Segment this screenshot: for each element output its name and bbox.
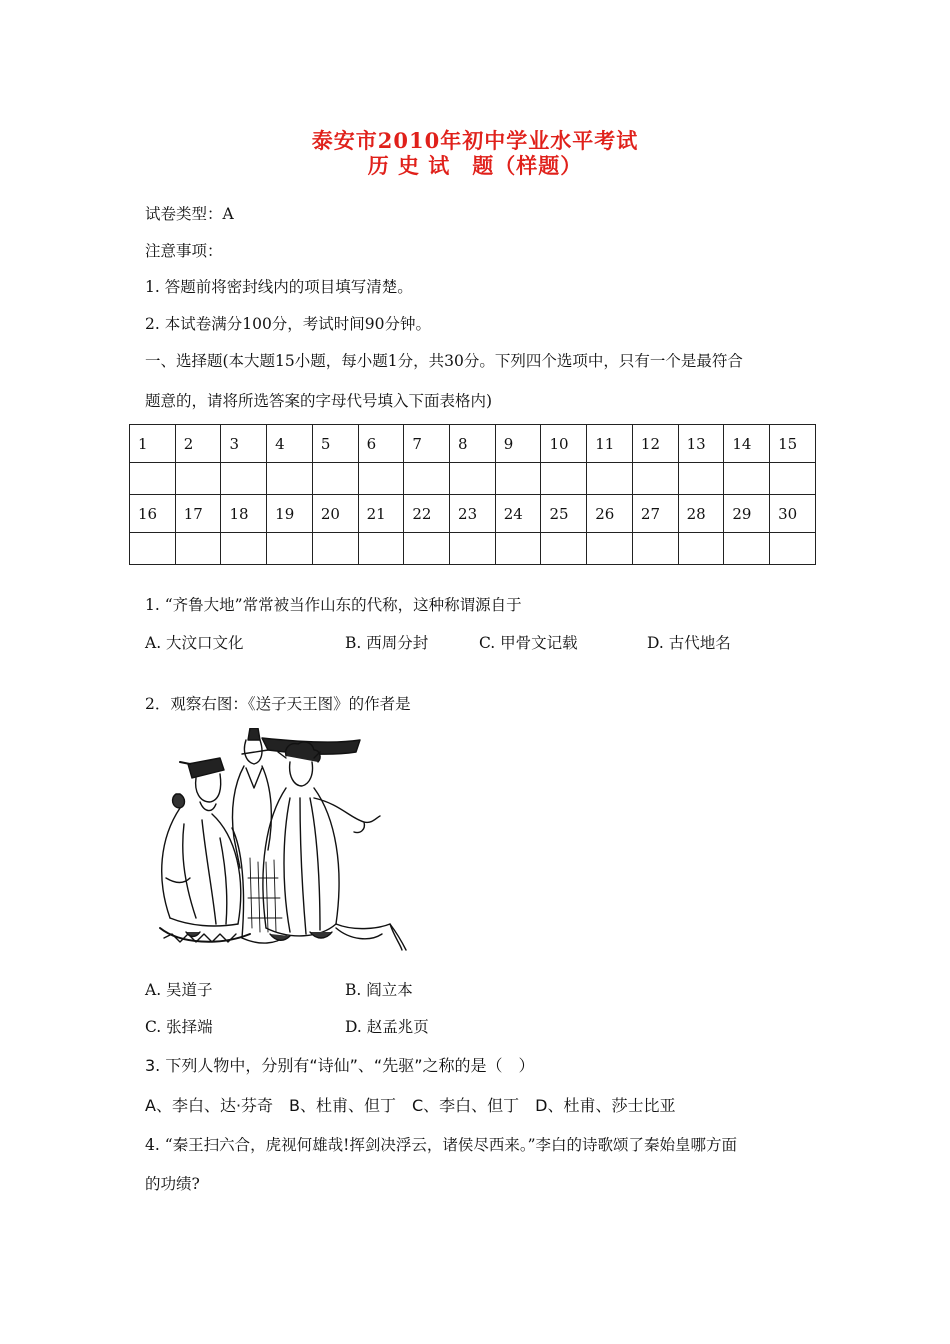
- question-number-cell: 16: [130, 495, 176, 533]
- question-2-option-d: D. 赵孟兆页: [345, 1018, 429, 1036]
- question-2-option-c: C. 张择端: [145, 1018, 213, 1036]
- answer-table-number-row-1: [130, 425, 816, 463]
- section-instructions-2: 题意的，请将所选答案的字母代号填入下面表格内): [145, 392, 493, 410]
- section-instructions-1: 一、选择题(本大题15小题，每小题1分，共30分。下列四个选项中，只有一个是最符合: [145, 352, 743, 370]
- question-4-line-2: 的功绩?: [145, 1175, 200, 1193]
- answer-cell[interactable]: [541, 463, 587, 495]
- question-2-option-b: B. 阎立本: [345, 981, 413, 999]
- question-1-option-a: A. 大汶口文化: [145, 634, 244, 652]
- question-number-cell: 1: [130, 425, 176, 463]
- question-number-cell: 8: [450, 425, 496, 463]
- answer-cell[interactable]: [221, 533, 267, 565]
- question-number-cell: 4: [267, 425, 313, 463]
- answer-cell[interactable]: [267, 463, 313, 495]
- question-number-cell: 20: [312, 495, 358, 533]
- answer-cell[interactable]: [130, 533, 176, 565]
- answer-cell[interactable]: [175, 463, 221, 495]
- answer-cell[interactable]: [541, 533, 587, 565]
- answer-cell[interactable]: [358, 533, 404, 565]
- question-number-cell: 27: [632, 495, 678, 533]
- question-1-stem: 1. “齐鲁大地”常常被当作山东的代称，这种称谓源自于: [145, 596, 522, 614]
- answer-cell[interactable]: [495, 533, 541, 565]
- question-number-cell: 2: [175, 425, 221, 463]
- answer-cell[interactable]: [770, 463, 816, 495]
- question-3-options: A、李白、达·芬奇 B、杜甫、但丁 C、李白、但丁 D、杜甫、莎士比亚: [145, 1096, 676, 1115]
- question-number-cell: 28: [678, 495, 724, 533]
- question-number-cell: 19: [267, 495, 313, 533]
- answer-cell[interactable]: [312, 463, 358, 495]
- answer-cell[interactable]: [678, 463, 724, 495]
- exam-title: 泰安市2010年初中学业水平考试: [311, 128, 639, 153]
- question-2-option-a: A. 吴道子: [145, 981, 213, 999]
- question-number-cell: 21: [358, 495, 404, 533]
- answer-cell[interactable]: [404, 463, 450, 495]
- answer-cell[interactable]: [267, 533, 313, 565]
- question-number-cell: 7: [404, 425, 450, 463]
- question-number-cell: 15: [770, 425, 816, 463]
- question-1-option-b: B. 西周分封: [345, 634, 429, 652]
- question-number-cell: 6: [358, 425, 404, 463]
- answer-cell[interactable]: [175, 533, 221, 565]
- answer-cell[interactable]: [770, 533, 816, 565]
- answer-cell[interactable]: [130, 463, 176, 495]
- question-number-cell: 14: [724, 425, 770, 463]
- painting-illustration: [150, 728, 412, 953]
- answer-table-blank-row-2: [130, 533, 816, 565]
- answer-table: [129, 424, 816, 565]
- answer-cell[interactable]: [312, 533, 358, 565]
- answer-cell[interactable]: [724, 463, 770, 495]
- question-number-cell: 11: [587, 425, 633, 463]
- question-3-stem: 3. 下列人物中，分别有“诗仙”、“先驱”之称的是（ ）: [145, 1056, 535, 1075]
- question-number-cell: 10: [541, 425, 587, 463]
- question-number-cell: 5: [312, 425, 358, 463]
- answer-cell[interactable]: [221, 463, 267, 495]
- answer-cell[interactable]: [587, 533, 633, 565]
- question-number-cell: 25: [541, 495, 587, 533]
- question-number-cell: 18: [221, 495, 267, 533]
- answer-cell[interactable]: [358, 463, 404, 495]
- paper-type: 试卷类型：A: [145, 205, 234, 223]
- question-number-cell: 3: [221, 425, 267, 463]
- answer-cell[interactable]: [450, 463, 496, 495]
- answer-cell[interactable]: [587, 463, 633, 495]
- question-1-option-c: C. 甲骨文记载: [479, 634, 578, 652]
- exam-subtitle: 历 史 试 题（样题）: [367, 153, 583, 178]
- question-2-stem: 2．观察右图：《送子天王图》的作者是: [145, 695, 411, 713]
- answer-cell[interactable]: [495, 463, 541, 495]
- question-4-line-1: 4. “秦王扫六合，虎视何雄哉!挥剑决浮云，诸侯尽西来。”李白的诗歌颂了秦始皇哪方面: [145, 1136, 738, 1154]
- question-number-cell: 26: [587, 495, 633, 533]
- answer-table-number-row-2: [130, 495, 816, 533]
- notes-heading: 注意事项：: [145, 242, 223, 260]
- question-number-cell: 29: [724, 495, 770, 533]
- question-number-cell: 17: [175, 495, 221, 533]
- question-number-cell: 24: [495, 495, 541, 533]
- question-number-cell: 9: [495, 425, 541, 463]
- question-number-cell: 23: [450, 495, 496, 533]
- note-1: 1. 答题前将密封线内的项目填写清楚。: [145, 278, 413, 296]
- answer-cell[interactable]: [678, 533, 724, 565]
- answer-cell[interactable]: [724, 533, 770, 565]
- question-number-cell: 30: [770, 495, 816, 533]
- answer-cell[interactable]: [450, 533, 496, 565]
- answer-cell[interactable]: [632, 533, 678, 565]
- answer-cell[interactable]: [404, 533, 450, 565]
- question-number-cell: 22: [404, 495, 450, 533]
- question-number-cell: 13: [678, 425, 724, 463]
- note-2: 2. 本试卷满分100分，考试时间90分钟。: [145, 315, 432, 333]
- answer-cell[interactable]: [632, 463, 678, 495]
- question-number-cell: 12: [632, 425, 678, 463]
- answer-table-blank-row-1: [130, 463, 816, 495]
- question-1-option-d: D. 古代地名: [647, 634, 731, 652]
